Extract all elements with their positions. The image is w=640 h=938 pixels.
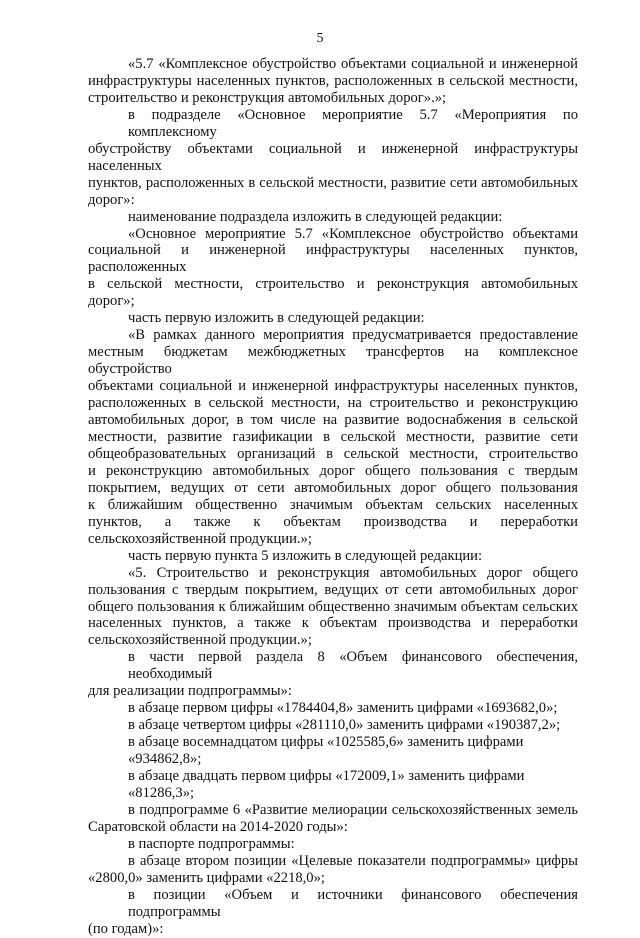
text-line: обустройству объектами социальной и инженерной инфраструктуры населенных (88, 140, 578, 174)
text-line: (по годам)»: (88, 920, 164, 937)
text-line: строительство и реконструкция автомобильных дорог».»; (88, 89, 447, 106)
text-line: в подразделе «Основное мероприятие 5.7 «Мероприятия по комплексному (128, 106, 578, 140)
text-line: в абзаце восемнадцатом цифры «1025585,6» заменить цифрами «934862,8»; (128, 734, 524, 768)
paragraph (88, 56, 578, 107)
text-line: населенных пунктов, а также к объектам производства и переработки (88, 615, 578, 632)
text-line: пунктов, а также к объектам производства и переработки (88, 513, 578, 530)
text-line: «В рамках данного мероприятия предусматривается предоставление (128, 327, 578, 344)
paragraph (88, 226, 578, 311)
text-line: «5.7 «Комплексное обустройство объектами социальной и инженерной (128, 56, 578, 72)
paragraph (88, 548, 578, 565)
paragraph (88, 565, 578, 650)
page-number: 5 (316, 31, 324, 46)
text-line: местным бюджетам межбюджетных трансфертов на комплексное обустройство (88, 344, 578, 378)
text-line: наименование подраздела изложить в следующей редакции: (128, 208, 503, 225)
document-body (88, 56, 578, 938)
text-line: в паспорте подпрограммы: (128, 835, 295, 852)
text-line: для реализации подпрограммы»: (88, 683, 292, 700)
text-line: «Основное мероприятие 5.7 «Комплексное обустройство объектами (128, 225, 578, 242)
text-line: Саратовской области на 2014-2020 годы»: (88, 818, 348, 835)
paragraph (88, 768, 578, 802)
text-line: расположенных в сельской местности, на строительство и реконструкцию (88, 395, 578, 412)
paragraph (88, 734, 578, 768)
text-line: к ближайшим общественно значимым объектам сельских населенных (88, 496, 578, 513)
text-line: общего пользования к ближайшим общественно значимым объектам сельских (88, 598, 578, 615)
text-line: автомобильных дорог, в том числе на развитие водоснабжения в сельской (88, 412, 578, 429)
paragraph (88, 310, 578, 327)
text-line: в абзаце первом цифры «1784404,8» заменить цифрами «1693682,0»; (128, 700, 558, 717)
paragraph (88, 853, 578, 887)
text-line: «2800,0» заменить цифрами «2218,0»; (88, 869, 325, 886)
text-line: дорог»; (88, 293, 135, 310)
text-line: пунктов, расположенных в сельской местности, развитие сети автомобильных (88, 174, 578, 191)
paragraph (88, 327, 578, 547)
text-line: сельскохозяйственной продукции.»; (88, 632, 312, 649)
text-line: социальной и инженерной инфраструктуры населенных пунктов, расположенных (88, 242, 578, 276)
paragraph (88, 887, 578, 938)
paragraph (88, 700, 578, 717)
text-line: часть первую пункта 5 изложить в следующей редакции: (128, 547, 483, 564)
paragraph (88, 107, 578, 209)
text-line: дорог»: (88, 191, 135, 208)
text-line: пользования с твердым покрытием, ведущих от сети автомобильных дорог (88, 581, 578, 598)
text-line: инфраструктуры населенных пунктов, расположенных в сельской местности, (88, 72, 578, 89)
text-line: в части первой раздела 8 «Объем финансового обеспечения, необходимый (128, 649, 578, 683)
text-line: в подпрограмме 6 «Развитие мелиорации сельскохозяйственных земель (128, 801, 578, 818)
text-line: часть первую изложить в следующей редакции: (128, 310, 425, 327)
paragraph (88, 717, 578, 734)
text-line: сельскохозяйственной продукции.»; (88, 530, 312, 547)
text-line: в абзаце втором позиции «Целевые показатели подпрограммы» цифры (128, 852, 578, 869)
paragraph (88, 802, 578, 836)
text-line: и реконструкцию автомобильных дорог общего пользования с твердым (88, 462, 578, 479)
text-line: в позиции «Объем и источники финансового обеспечения подпрограммы (128, 886, 578, 920)
text-line: общеобразовательных организаций в сельской местности, строительство (88, 445, 578, 462)
text-line: местности, развитие газификации в сельской местности, развитие сети (88, 428, 578, 445)
text-line: в абзаце четвертом цифры «281110,0» заменить цифрами «190387,2»; (128, 717, 561, 734)
text-line: в абзаце двадцать первом цифры «172009,1» заменить цифрами «81286,3»; (128, 768, 525, 801)
text-line: покрытием, ведущих от сети автомобильных дорог общего пользования (88, 479, 578, 496)
text-line: в сельской местности, строительство и реконструкция автомобильных (88, 276, 578, 293)
paragraph (88, 649, 578, 700)
text-line: «5. Строительство и реконструкция автомобильных дорог общего (128, 564, 578, 581)
paragraph (88, 209, 578, 226)
text-line: объектами социальной и инженерной инфраструктуры населенных пунктов, (88, 378, 578, 395)
paragraph (88, 836, 578, 853)
